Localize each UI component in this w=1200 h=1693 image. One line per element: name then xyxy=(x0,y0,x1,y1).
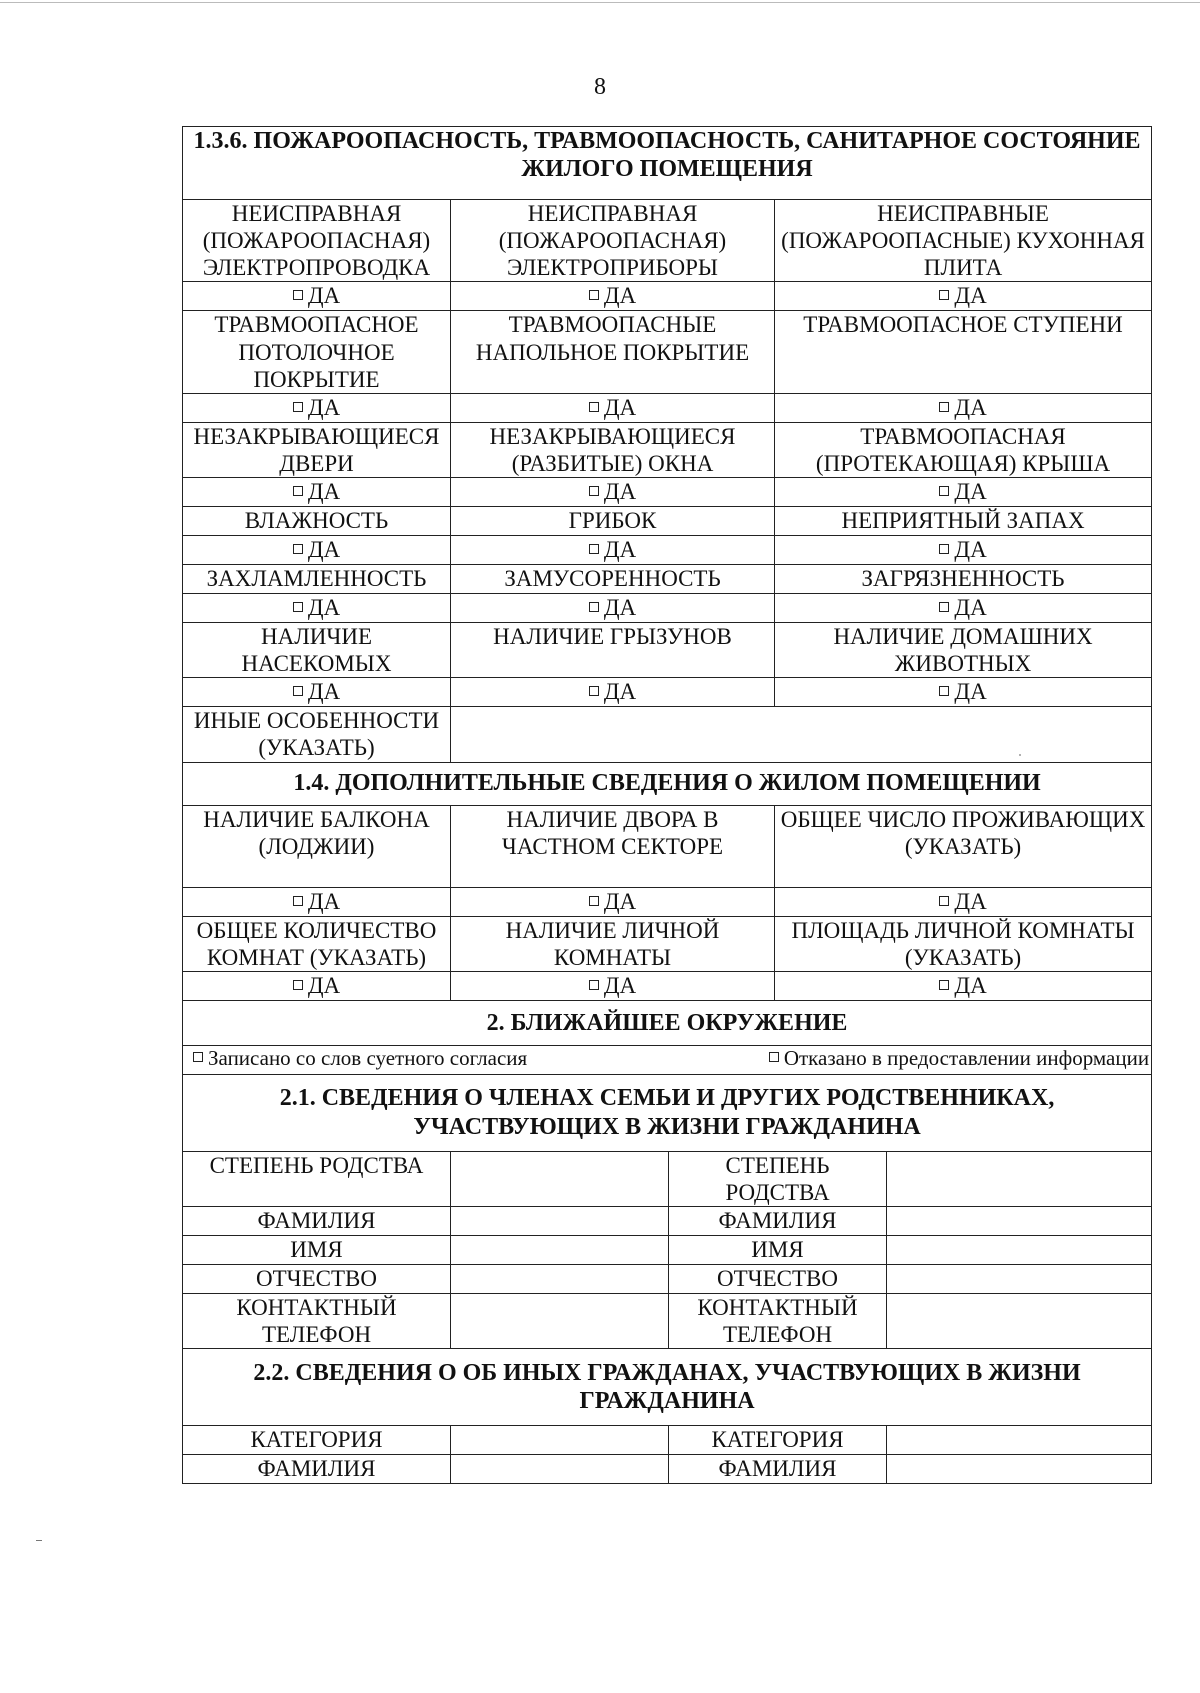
yes-checkbox[interactable]: ДА xyxy=(183,478,451,507)
field-label: КОНТАКТНЫЙ ТЕЛЕФОН xyxy=(669,1294,887,1349)
field-label: НАЛИЧИЕ ГРЫЗУНОВ xyxy=(451,623,775,678)
value-input[interactable] xyxy=(451,1151,669,1206)
check-row xyxy=(183,887,1152,916)
label-row xyxy=(183,507,1152,536)
section-header-1-3-6 xyxy=(183,127,1152,200)
relative-row xyxy=(183,1294,1152,1349)
yes-checkbox[interactable]: ДА xyxy=(775,536,1152,565)
relative-row xyxy=(183,1151,1152,1206)
checkbox-icon xyxy=(939,980,949,990)
yes-checkbox[interactable]: ДА xyxy=(775,678,1152,707)
section-title: 2.2. СВЕДЕНИЯ О ОБ ИНЫХ ГРАЖДАНАХ, УЧАСТВУЮЩИХ В ЖИЗНИ ГРАЖДАНИНА xyxy=(183,1349,1152,1426)
yes-checkbox[interactable]: ДА xyxy=(775,393,1152,422)
checkbox-icon xyxy=(589,896,599,906)
label-row xyxy=(183,311,1152,393)
value-input[interactable] xyxy=(887,1151,1152,1206)
field-label: ОБЩЕЕ КОЛИЧЕСТВО КОМНАТ (УКАЗАТЬ) xyxy=(183,916,451,971)
value-input[interactable] xyxy=(887,1207,1152,1236)
yes-checkbox[interactable]: ДА xyxy=(775,594,1152,623)
section-header-1-4 xyxy=(183,762,1152,805)
yes-checkbox[interactable]: ДА xyxy=(183,594,451,623)
label-row xyxy=(183,805,1152,887)
label-row xyxy=(183,565,1152,594)
check-row xyxy=(183,678,1152,707)
refused-information-option[interactable]: Отказано в предоставлении информации xyxy=(769,1046,1149,1071)
field-label: ПЛОЩАДЬ ЛИЧНОЙ КОМНАТЫ (УКАЗАТЬ) xyxy=(775,916,1152,971)
check-row xyxy=(183,971,1152,1000)
field-label: ФАМИЛИЯ xyxy=(183,1455,451,1484)
checkbox-icon xyxy=(293,896,303,906)
value-input[interactable] xyxy=(887,1455,1152,1484)
check-row xyxy=(183,282,1152,311)
section-header-2-1 xyxy=(183,1074,1152,1151)
checkbox-icon xyxy=(589,686,599,696)
consent-cell xyxy=(183,1045,1152,1074)
field-label: ФАМИЛИЯ xyxy=(669,1455,887,1484)
label-row xyxy=(183,422,1152,477)
yes-checkbox[interactable]: ДА xyxy=(451,478,775,507)
field-label: ОТЧЕСТВО xyxy=(669,1265,887,1294)
check-row xyxy=(183,536,1152,565)
value-input[interactable] xyxy=(887,1294,1152,1349)
checkbox-icon xyxy=(293,402,303,412)
check-row xyxy=(183,478,1152,507)
field-label: ИНЫЕ ОСОБЕННОСТИ (УКАЗАТЬ) xyxy=(183,707,451,762)
yes-checkbox[interactable]: ДА xyxy=(451,594,775,623)
survey-form-table xyxy=(182,126,1152,1484)
scan-dot xyxy=(1019,754,1021,756)
field-label: НАЛИЧИЕ ДВОРА В ЧАСТНОМ СЕКТОРЕ xyxy=(451,805,775,887)
checkbox-icon xyxy=(939,896,949,906)
label-row xyxy=(183,623,1152,678)
checkbox-icon xyxy=(939,602,949,612)
checkbox-icon xyxy=(589,402,599,412)
field-label: НЕИСПРАВНЫЕ (ПОЖАРООПАСНЫЕ) КУХОННАЯ ПЛИТА xyxy=(775,200,1152,282)
field-label: ФАМИЛИЯ xyxy=(183,1207,451,1236)
checkbox-icon xyxy=(293,486,303,496)
value-input[interactable] xyxy=(451,1294,669,1349)
checkbox-icon xyxy=(293,290,303,300)
checkbox-icon xyxy=(939,544,949,554)
field-label: ОБЩЕЕ ЧИСЛО ПРОЖИВАЮЩИХ (УКАЗАТЬ) xyxy=(775,805,1152,887)
section-title: 2. БЛИЖАЙШЕЕ ОКРУЖЕНИЕ xyxy=(183,1000,1152,1045)
yes-checkbox[interactable]: ДА xyxy=(775,971,1152,1000)
section-title: 1.4. ДОПОЛНИТЕЛЬНЫЕ СВЕДЕНИЯ О ЖИЛОМ ПОМЕЩЕНИИ xyxy=(183,762,1152,805)
checkbox-icon xyxy=(293,686,303,696)
yes-checkbox[interactable]: ДА xyxy=(183,971,451,1000)
value-input[interactable] xyxy=(887,1426,1152,1455)
relative-row xyxy=(183,1236,1152,1265)
consent-row xyxy=(183,1045,1152,1074)
yes-checkbox[interactable]: ДА xyxy=(183,282,451,311)
section-title: 2.1. СВЕДЕНИЯ О ЧЛЕНАХ СЕМЬИ И ДРУГИХ РОДСТВЕННИКАХ, УЧАСТВУЮЩИХ В ЖИЗНИ ГРАЖДАНИНА xyxy=(183,1074,1152,1151)
value-input[interactable] xyxy=(451,1236,669,1265)
checkbox-icon xyxy=(589,980,599,990)
label-row xyxy=(183,200,1152,282)
relative-row xyxy=(183,1265,1152,1294)
value-input[interactable] xyxy=(887,1265,1152,1294)
yes-checkbox[interactable]: ДА xyxy=(183,678,451,707)
yes-checkbox[interactable]: ДА xyxy=(451,282,775,311)
check-row xyxy=(183,393,1152,422)
field-label: ТРАВМООПАСНАЯ (ПРОТЕКАЮЩАЯ) КРЫША xyxy=(775,422,1152,477)
checkbox-icon xyxy=(589,290,599,300)
top-rule xyxy=(0,2,1200,3)
value-input[interactable] xyxy=(887,1236,1152,1265)
checkbox-icon xyxy=(293,544,303,554)
checkbox-icon xyxy=(589,602,599,612)
field-label: ГРИБОК xyxy=(451,507,775,536)
section-header-2-2 xyxy=(183,1349,1152,1426)
checkbox-icon xyxy=(589,544,599,554)
label-row xyxy=(183,916,1152,971)
field-label: НАЛИЧИЕ ЛИЧНОЙ КОМНАТЫ xyxy=(451,916,775,971)
page-number: 8 xyxy=(594,74,606,100)
field-label: НЕИСПРАВНАЯ (ПОЖАРООПАСНАЯ) ЭЛЕКТРОПРИБОРЫ xyxy=(451,200,775,282)
citizen-row xyxy=(183,1426,1152,1455)
value-input[interactable] xyxy=(451,1265,669,1294)
field-label: СТЕПЕНЬ РОДСТВА xyxy=(183,1151,451,1206)
yes-checkbox[interactable]: ДА xyxy=(451,536,775,565)
field-label: НЕЗАКРЫВАЮЩИЕСЯ (РАЗБИТЫЕ) ОКНА xyxy=(451,422,775,477)
check-row xyxy=(183,594,1152,623)
value-input[interactable] xyxy=(451,1207,669,1236)
other-features-row xyxy=(183,707,1152,762)
margin-mark xyxy=(36,1540,42,1541)
field-label: ИМЯ xyxy=(669,1236,887,1265)
yes-checkbox[interactable]: ДА xyxy=(775,282,1152,311)
field-label: ОТЧЕСТВО xyxy=(183,1265,451,1294)
checkbox-icon xyxy=(769,1052,779,1062)
yes-checkbox[interactable]: ДА xyxy=(451,887,775,916)
yes-checkbox[interactable]: ДА xyxy=(451,971,775,1000)
checkbox-icon xyxy=(939,486,949,496)
yes-checkbox[interactable]: ДА xyxy=(775,887,1152,916)
checkbox-icon xyxy=(293,980,303,990)
value-input[interactable] xyxy=(451,1455,669,1484)
checkbox-icon xyxy=(939,290,949,300)
field-label: ТРАВМООПАСНОЕ ПОТОЛОЧНОЕ ПОКРЫТИЕ xyxy=(183,311,451,393)
field-label: ТРАВМООПАСНЫЕ НАПОЛЬНОЕ ПОКРЫТИЕ xyxy=(451,311,775,393)
field-label: НЕЗАКРЫВАЮЩИЕСЯ ДВЕРИ xyxy=(183,422,451,477)
field-label: ФАМИЛИЯ xyxy=(669,1207,887,1236)
field-label: СТЕПЕНЬ РОДСТВА xyxy=(669,1151,887,1206)
field-label: ВЛАЖНОСТЬ xyxy=(183,507,451,536)
field-label: ЗАХЛАМЛЕННОСТЬ xyxy=(183,565,451,594)
checkbox-icon xyxy=(939,686,949,696)
checkbox-icon xyxy=(939,402,949,412)
field-label: НАЛИЧИЕ НАСЕКОМЫХ xyxy=(183,623,451,678)
field-label: КОНТАКТНЫЙ ТЕЛЕФОН xyxy=(183,1294,451,1349)
field-label: ИМЯ xyxy=(183,1236,451,1265)
yes-checkbox[interactable]: ДА xyxy=(775,478,1152,507)
field-label: НАЛИЧИЕ БАЛКОНА (ЛОДЖИИ) xyxy=(183,805,451,887)
value-input[interactable] xyxy=(451,1426,669,1455)
field-label: КАТЕГОРИЯ xyxy=(183,1426,451,1455)
field-label: НЕПРИЯТНЫЙ ЗАПАХ xyxy=(775,507,1152,536)
checkbox-icon xyxy=(193,1052,203,1062)
field-label: ЗАГРЯЗНЕННОСТЬ xyxy=(775,565,1152,594)
relative-row xyxy=(183,1207,1152,1236)
yes-checkbox[interactable]: ДА xyxy=(451,393,775,422)
yes-checkbox[interactable]: ДА xyxy=(183,887,451,916)
field-label: ТРАВМООПАСНОЕ СТУПЕНИ xyxy=(775,311,1152,393)
field-label: ЗАМУСОРЕННОСТЬ xyxy=(451,565,775,594)
yes-checkbox[interactable]: ДА xyxy=(183,536,451,565)
consent-options xyxy=(183,1046,1151,1071)
section-title: 1.3.6. ПОЖАРООПАСНОСТЬ, ТРАВМООПАСНОСТЬ, САНИТАРНОЕ СОСТОЯНИЕ ЖИЛОГО ПОМЕЩЕНИЯ xyxy=(183,127,1152,200)
checkbox-icon xyxy=(589,486,599,496)
recorded-by-consent-option[interactable]: Записано со слов суетного согласия xyxy=(193,1046,527,1071)
field-label: НАЛИЧИЕ ДОМАШНИХ ЖИВОТНЫХ xyxy=(775,623,1152,678)
yes-checkbox[interactable]: ДА xyxy=(183,393,451,422)
yes-checkbox[interactable]: ДА xyxy=(451,678,775,707)
citizen-row xyxy=(183,1455,1152,1484)
checkbox-icon xyxy=(293,602,303,612)
field-label: НЕИСПРАВНАЯ (ПОЖАРООПАСНАЯ) ЭЛЕКТРОПРОВОДКА xyxy=(183,200,451,282)
other-features-input[interactable] xyxy=(451,707,1152,762)
section-header-2 xyxy=(183,1000,1152,1045)
field-label: КАТЕГОРИЯ xyxy=(669,1426,887,1455)
